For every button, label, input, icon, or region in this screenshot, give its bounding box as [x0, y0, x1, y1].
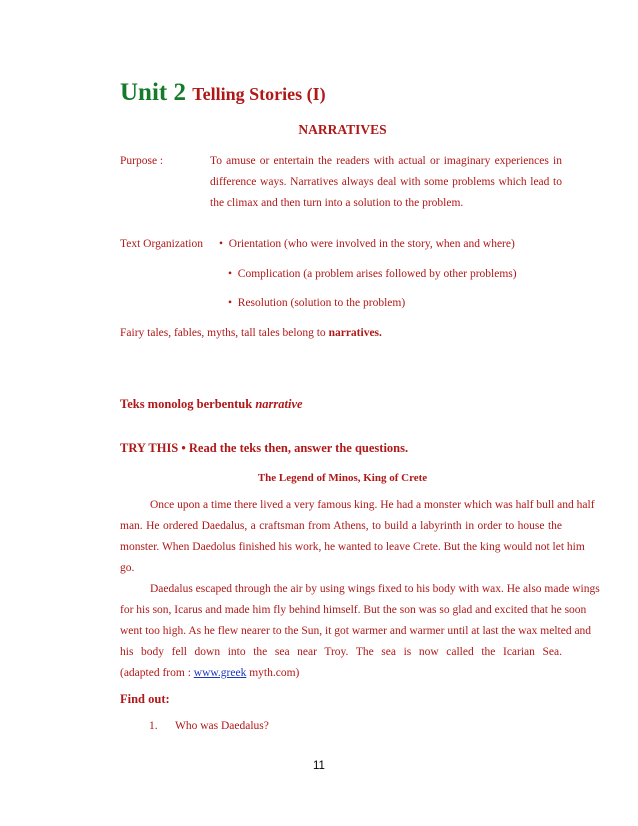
question-text: Who was Daedalus?	[175, 720, 269, 732]
story-line: went too high. As he flew nearer to the Sun, it got warmer and warmer until at last the wax melted and	[120, 625, 592, 637]
unit-number: Unit 2	[120, 79, 186, 106]
purpose-line: the climax and then turn into a solution to the problem.	[210, 197, 464, 209]
story-body	[120, 495, 600, 684]
story-title: The Legend of Minos, King of Crete	[257, 472, 428, 484]
story-line: Once upon a time there lived a very famous king. He had a monster which was half bull and half	[150, 499, 595, 511]
monolog-italic: narrative	[255, 397, 303, 411]
purpose-line: To amuse or entertain the readers with actual or imaginary experiences in	[210, 155, 562, 167]
summary-bold: narratives.	[328, 327, 382, 339]
section-title: NARRATIVES	[298, 122, 387, 137]
unit-heading	[120, 80, 326, 105]
purpose-label: Purpose :	[120, 155, 164, 167]
story-line: monster. When Daedolus finished his work, he wanted to leave Crete. But the king would not let him	[120, 541, 585, 553]
source-link[interactable]: www.greek	[193, 667, 247, 679]
org-item-text: Complication (a problem arises followed by other problems)	[237, 268, 517, 280]
text-organization-label: Text Organization	[120, 238, 203, 250]
story-line: his body fell down into the sea near Troy. The sea is now called the Icarian Sea.	[120, 646, 562, 658]
monolog-heading	[120, 397, 303, 412]
summary	[120, 323, 382, 344]
bullet-icon: •	[219, 238, 224, 250]
try-this-instruction: TRY THIS • Read the teks then, answer the questions.	[120, 441, 409, 455]
source-prefix: (adapted from :	[120, 667, 194, 679]
summary-text: Fairy tales, fables, myths, tall tales belong to	[120, 327, 329, 339]
org-item	[228, 264, 517, 285]
story-line: for his son, Icarus and made him fly behind himself. But the son was so glad and excited that he soon	[120, 604, 587, 616]
bullet-icon: •	[228, 297, 233, 309]
question-number: 1.	[149, 720, 158, 732]
page-number: 11	[313, 760, 325, 772]
org-item	[228, 293, 405, 314]
find-out-heading: Find out:	[120, 692, 170, 706]
bullet-icon: •	[228, 268, 233, 280]
org-item	[219, 234, 515, 255]
unit-title: Telling Stories (I)	[192, 84, 326, 104]
story-source	[120, 663, 562, 684]
purpose-line: difference ways. Narratives always deal with some problems which lead to	[210, 176, 562, 188]
org-item-text: Resolution (solution to the problem)	[237, 297, 406, 309]
story-line: man. He ordered Daedalus, a craftsman from Athens, to build a labyrinth in order to house the	[120, 520, 562, 532]
org-item-text: Orientation (who were involved in the story, when and where)	[228, 238, 515, 250]
purpose-text	[210, 151, 562, 214]
monolog-text: Teks monolog berbentuk	[120, 397, 256, 411]
story-line: Daedalus escaped through the air by using wings fixed to his body with wax. He also made wings	[150, 583, 600, 595]
source-suffix: myth.com)	[246, 667, 300, 679]
story-line: go.	[120, 562, 135, 574]
